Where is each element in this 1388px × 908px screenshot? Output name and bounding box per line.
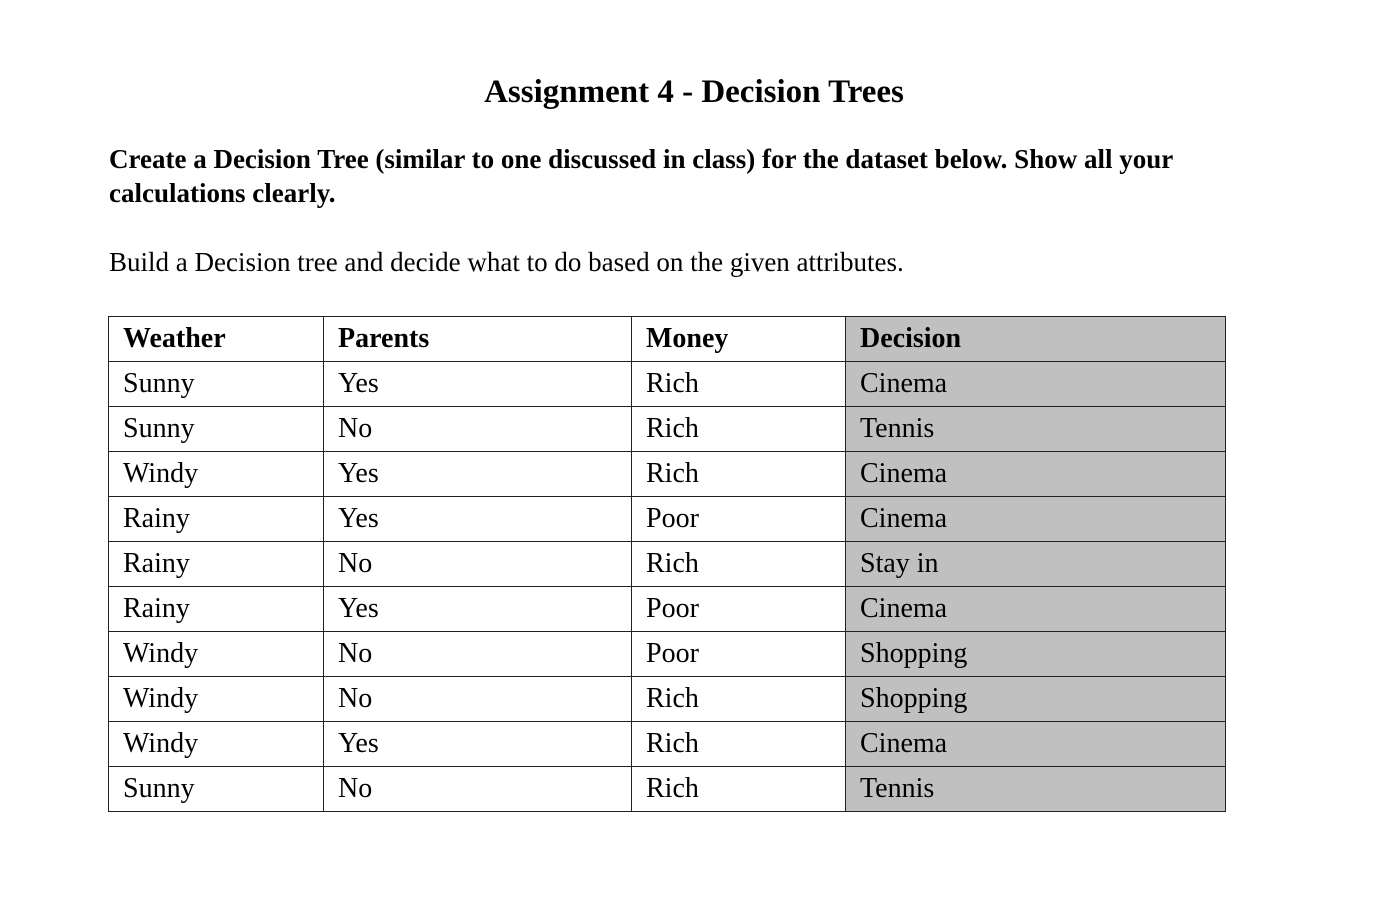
cell-decision: Shopping	[846, 677, 1226, 722]
cell-money: Rich	[632, 452, 846, 497]
header-weather: Weather	[109, 317, 324, 362]
cell-parents: Yes	[324, 497, 632, 542]
cell-weather: Sunny	[109, 362, 324, 407]
cell-money: Poor	[632, 497, 846, 542]
cell-money: Rich	[632, 362, 846, 407]
cell-money: Rich	[632, 542, 846, 587]
cell-parents: Yes	[324, 452, 632, 497]
cell-money: Poor	[632, 587, 846, 632]
table-row	[109, 767, 1226, 812]
cell-decision: Shopping	[846, 632, 1226, 677]
cell-money: Poor	[632, 632, 846, 677]
cell-money: Rich	[632, 722, 846, 767]
cell-parents: Yes	[324, 587, 632, 632]
cell-decision: Cinema	[846, 497, 1226, 542]
table-row	[109, 362, 1226, 407]
cell-parents: No	[324, 767, 632, 812]
cell-weather: Rainy	[109, 542, 324, 587]
table-row	[109, 722, 1226, 767]
assignment-description: Build a Decision tree and decide what to do based on the given attributes.	[109, 247, 904, 277]
cell-money: Rich	[632, 407, 846, 452]
cell-weather: Windy	[109, 722, 324, 767]
table-row	[109, 452, 1226, 497]
cell-parents: No	[324, 632, 632, 677]
cell-weather: Windy	[109, 452, 324, 497]
cell-money: Rich	[632, 767, 846, 812]
table-row	[109, 632, 1226, 677]
cell-decision: Cinema	[846, 587, 1226, 632]
cell-parents: No	[324, 407, 632, 452]
cell-money: Rich	[632, 677, 846, 722]
cell-decision: Cinema	[846, 722, 1226, 767]
header-decision: Decision	[846, 317, 1226, 362]
cell-decision: Stay in	[846, 542, 1226, 587]
cell-weather: Rainy	[109, 497, 324, 542]
assignment-instructions: Create a Decision Tree (similar to one discussed in class) for the dataset below. Show all your calculations clearly.	[109, 144, 1173, 208]
table-row	[109, 587, 1226, 632]
cell-weather: Windy	[109, 677, 324, 722]
table-row	[109, 542, 1226, 587]
page-title: Assignment 4 - Decision Trees	[484, 74, 904, 110]
cell-weather: Rainy	[109, 587, 324, 632]
cell-decision: Cinema	[846, 362, 1226, 407]
cell-decision: Cinema	[846, 452, 1226, 497]
cell-weather: Sunny	[109, 407, 324, 452]
table-row	[109, 407, 1226, 452]
cell-parents: Yes	[324, 362, 632, 407]
header-money: Money	[632, 317, 846, 362]
table-row	[109, 677, 1226, 722]
table-header-row	[109, 317, 1226, 362]
dataset-table	[108, 316, 1226, 812]
cell-parents: No	[324, 677, 632, 722]
table-row	[109, 497, 1226, 542]
cell-weather: Sunny	[109, 767, 324, 812]
cell-decision: Tennis	[846, 767, 1226, 812]
cell-parents: No	[324, 542, 632, 587]
cell-weather: Windy	[109, 632, 324, 677]
cell-parents: Yes	[324, 722, 632, 767]
cell-decision: Tennis	[846, 407, 1226, 452]
header-parents: Parents	[324, 317, 632, 362]
